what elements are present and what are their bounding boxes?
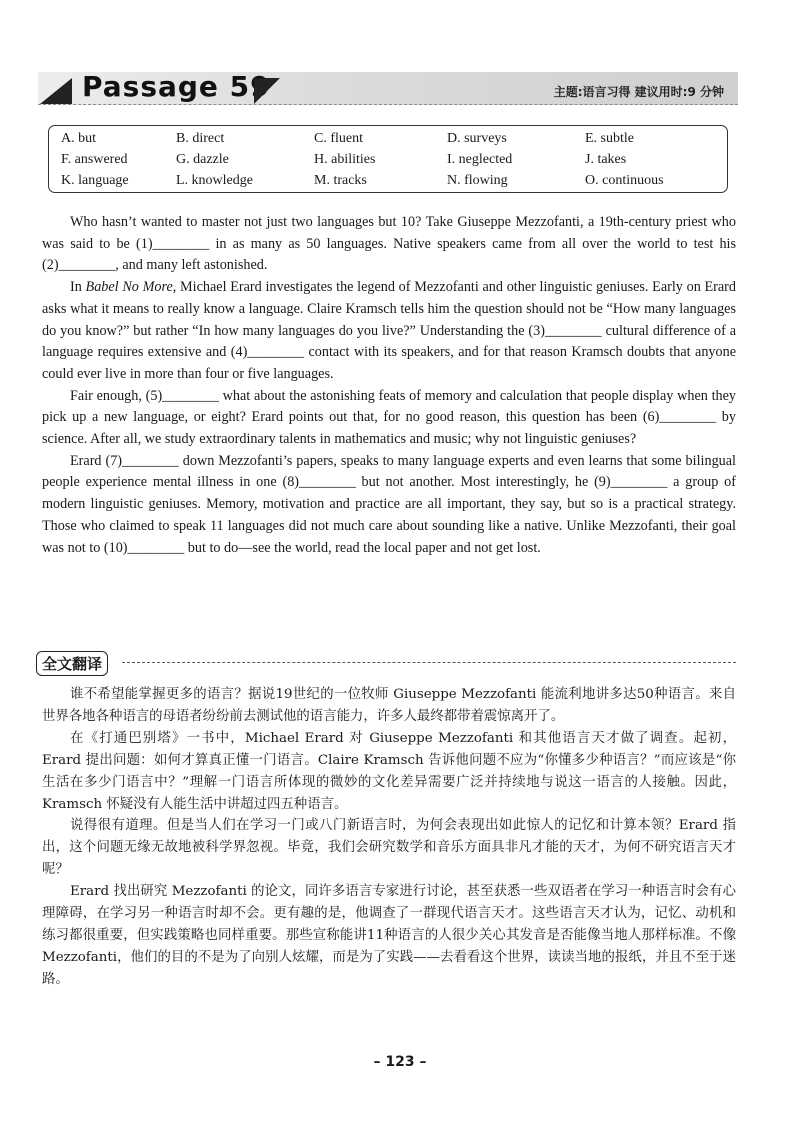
passage-body — [42, 212, 736, 559]
translation-paragraph-2: 在《打通巴别塔》一书中，Michael Erard 对 Giuseppe Mezzofanti 和其他语言天才做了调查。起初，Erard 提出问题：如何才算真正懂一门语言。Claire Kramsch 告诉他问题不应为“你懂多少种语言？”而应该是“你生活在多少门语言中？”理解一门语言所体现的微妙的文化差异需要广泛并持续地与说这一语言的人接触。因此，Kramsch 怀疑没有人能生活中讲超过四五种语言。 — [42, 730, 736, 812]
book-title: Babel No More — [85, 279, 173, 296]
topic-and-time: 主题:语言习得 建议用时:9 分钟 — [553, 85, 724, 99]
header-right-triangle-icon — [254, 78, 280, 104]
article-paragraph-3: Fair enough, (5)________ what about the astonishing feats of memory and calculation that people display when they pick up a new language, or eight? Erard points out that, for no good reason, this question has been (6)________ by science. After all, we study extraordinary talents in mathematics and music; why not linguistic geniuses? — [42, 387, 736, 448]
word-option: E. subtle — [585, 131, 634, 146]
translation-paragraph-3: 说得很有道理。但是当人们在学习一门或八门新语言时，为何会表现出如此惊人的记忆和计算本领？Erard 指出，这个问题无缘无故地被科学界忽视。毕竟，我们会研究数学和音乐方面具非凡才能的天才，为何不研究语言天才呢？ — [42, 818, 736, 878]
word-option: H. abilities — [314, 152, 376, 167]
word-bank — [48, 125, 728, 193]
page-number: – 123 – — [373, 1054, 427, 1070]
article-p2-rest: , Michael Erard investigates the legend of Mezzofanti and other linguistic geniuses. Early on Erard asks what it means to really know a language. Claire Kramsch tells him the question should not be “How many languages do you know?” but rather “In how many languages do you live?” Understanding the (3)________ cultural difference of a language requires extensive and (4)________ contact with its speakers, and for that reason Kramsch doubts that anyone could ever live in more than four or five languages. — [42, 279, 736, 382]
article-paragraph-4: Erard (7)________ down Mezzofanti’s papers, speaks to many language experts and even learns that some bilingual people experience mental illness in one (8)________ but not another. Most interestingly, he (9)________ a group of modern linguistic geniuses. Memory, motivation and practice are all important, they say, but so is a practical strategy. Those who claimed to speak 11 languages did not much care about sounding like a native. Unlike Mezzofanti, their goal was not to (10)________ but to do—see the world, read the local paper and not get lost. — [42, 452, 736, 556]
word-option: D. surveys — [447, 131, 507, 146]
word-option: B. direct — [176, 131, 225, 146]
passage-header — [38, 66, 738, 110]
word-option: L. knowledge — [176, 173, 253, 188]
word-option: C. fluent — [314, 131, 363, 146]
word-option: O. continuous — [585, 173, 664, 188]
word-option: N. flowing — [447, 173, 508, 188]
passage-title: Passage 59 — [82, 70, 271, 103]
article-paragraph-1: Who hasn’t wanted to master not just two languages but 10? Take Giuseppe Mezzofanti, a 19th-century priest who was said to be (1)________ in as many as 50 languages. Native speakers came from all over the world to test his (2)________, and many left astonished. — [42, 214, 736, 274]
translation-header — [36, 651, 736, 675]
word-option: F. answered — [61, 152, 128, 167]
translation-label: 全文翻译 — [36, 651, 108, 676]
word-option: M. tracks — [314, 173, 367, 188]
translation-paragraph-4: Erard 找出研究 Mezzofanti 的论文，同许多语言专家进行讨论，甚至获悉一些双语者在学习一种语言时会有心理障碍，在学习另一种语言时却不会。更有趣的是，他调查了一群现代语言天才。这些语言天才认为，记忆、动机和练习都很重要，但实践策略也同样重要。那些宣称能讲11种语言的人很少关心其发音是否能像当地人那样标准。不像 Mezzofanti，他们的目的不是为了向别人炫耀，而是为了实践——去看看这个世界，读读当地的报纸，并且不至于迷路。 — [42, 884, 737, 987]
word-option: I. neglected — [447, 152, 513, 167]
article-paragraph-2 — [42, 277, 736, 386]
header-left-triangle-icon — [40, 78, 72, 104]
translation-paragraph-1: 谁不希望能掌握更多的语言？据说19世纪的一位牧师 Giuseppe Mezzofanti 能流利地讲多达50种语言。来自世界各地各种语言的母语者纷纷前去测试他的语言能力，许多人最终都带着震惊离开了。 — [42, 687, 736, 724]
word-option: A. but — [61, 131, 96, 146]
translation-body — [42, 684, 736, 991]
word-option: J. takes — [585, 152, 627, 167]
word-option: K. language — [61, 173, 129, 188]
dashed-divider — [122, 662, 736, 663]
article-p2-in: In — [70, 279, 82, 296]
word-option: G. dazzle — [176, 152, 229, 167]
